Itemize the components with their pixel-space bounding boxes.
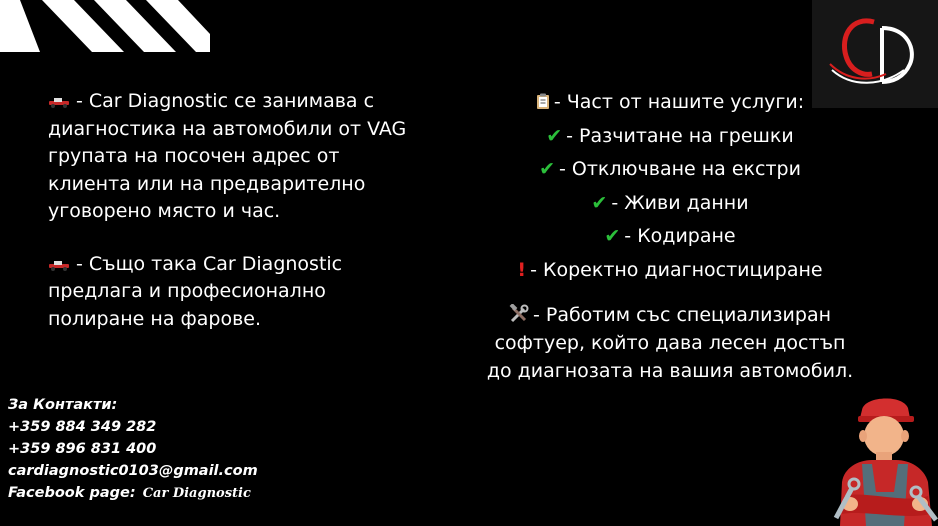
software-note-text: - Работим със специализиран софтуер, който дава лесен достъп до диагнозата на вашия автомобил. <box>486 304 854 382</box>
about-text-2: - Също така Car Diagnostic предлага и професионално полиране на фарове. <box>48 252 343 330</box>
service-label: - Кодиране <box>624 225 736 247</box>
check-icon: ✔ <box>539 158 555 180</box>
service-item <box>480 155 860 189</box>
race-car-icon <box>48 96 70 108</box>
check-icon: ✔ <box>604 225 621 247</box>
services-heading-text: - Част от нашите услуги: <box>553 91 805 113</box>
facebook-page-link[interactable]: Car Diagnostic <box>142 486 251 501</box>
about-paragraph-2 <box>48 251 428 334</box>
contacts-section <box>8 394 328 505</box>
phone-number[interactable]: +359 884 349 282 <box>8 419 157 435</box>
facebook-label: Facebook page: <box>8 485 136 501</box>
software-note <box>480 301 860 385</box>
services-heading <box>480 88 860 122</box>
hammer-and-wrench-icon <box>509 304 529 324</box>
service-label: - Коректно диагностициране <box>530 258 823 281</box>
service-item <box>480 222 860 256</box>
facebook-line <box>8 482 328 505</box>
exclamation-icon: ! <box>517 258 527 281</box>
check-icon: ✔ <box>546 124 563 147</box>
service-label: - Живи данни <box>611 191 749 214</box>
contacts-heading: За Контакти: <box>8 397 118 413</box>
diagonal-stripes-decoration <box>0 0 210 52</box>
services-section <box>480 88 860 385</box>
service-item <box>480 122 860 156</box>
about-paragraph-1 <box>48 88 428 226</box>
email-address[interactable]: cardiagnostic0103@gmail.com <box>8 463 258 479</box>
check-icon: ✔ <box>591 191 608 214</box>
service-item <box>480 256 860 290</box>
phone-number[interactable]: +359 896 831 400 <box>8 441 157 457</box>
service-label: - Разчитане на грешки <box>566 124 794 147</box>
service-item <box>480 189 860 223</box>
race-car-icon <box>48 259 70 271</box>
about-text-1: - Car Diagnostic се занимава с диагностика на автомобили от VAG групата на посочен адрес от клиента или на предварително уговорено място и час. <box>48 90 407 222</box>
clipboard-icon <box>536 93 550 110</box>
service-label: - Отключване на екстри <box>558 158 801 180</box>
mechanic-illustration <box>832 392 938 526</box>
about-section <box>48 88 428 358</box>
